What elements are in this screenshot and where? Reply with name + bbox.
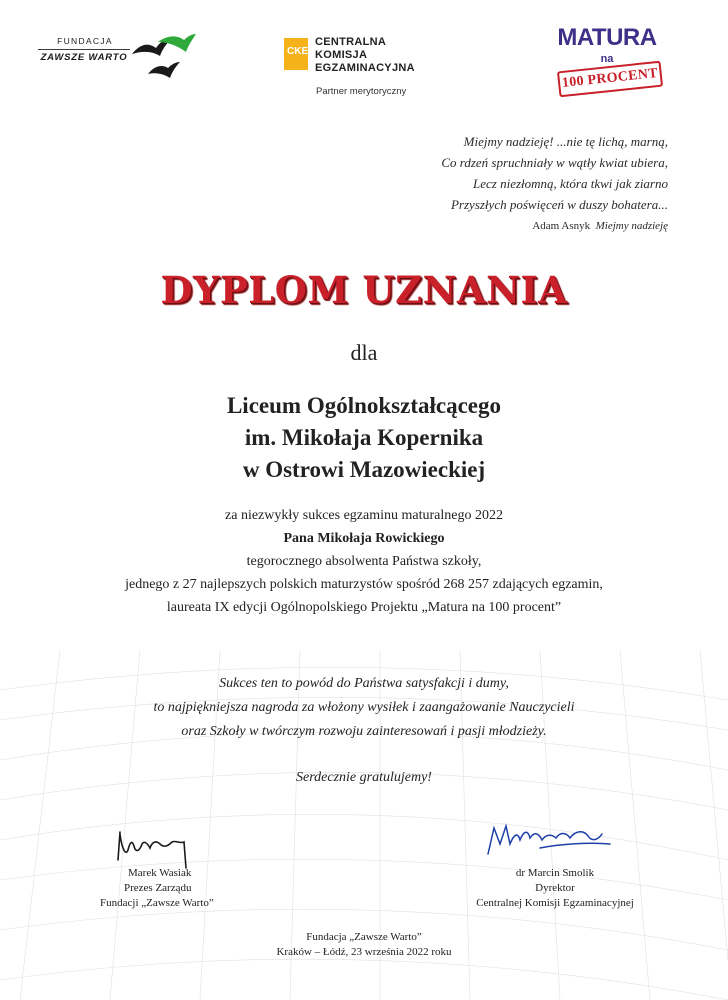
closing-line: to najpiękniejsza nagroda za włożony wysiłek i zaangażowanie Nauczycieli [153,700,575,715]
logo-matura-na-100-procent [548,24,678,104]
signature-left-text: Marek Wasiak Prezes Zarządu Fundacji „Zawsze Warto” [100,867,214,909]
closing-line: Sukces ten to powód do Państwa satysfakcji i dumy, [219,676,509,691]
diploma-title: DYPLOM UZNANIA [160,268,568,312]
signature-right-text: dr Marcin Smolik Dyrektor Centralnej Komisji Egzaminacyjnej [476,867,634,909]
student-name: Pana Mikołaja Rowickiego [283,531,445,546]
poem-author: Adam Asnyk [532,220,591,232]
signature-left [72,820,252,910]
poem-line: Przyszłych poświęceń w duszy bohatera... [450,197,668,212]
poem-line: Miejmy nadzieję! ...nie tę lichą, marną, [463,134,668,149]
poem-quote [348,131,668,235]
footer-organization: Fundacja „Zawsze Warto” [306,931,422,943]
poem-line: Co rdzeń spruchniały w wątły kwiat ubiera, [441,155,668,170]
footer [0,930,728,960]
school-name-line: im. Mikołaja Kopernika [244,425,484,450]
matura-na: na [600,53,614,65]
school-name [0,390,728,486]
poem-work: Miejmy nadzieję [595,220,668,232]
matura-title: MATURA [557,24,657,51]
stamp-100-procent: 100 PROCENT [557,61,663,98]
closing-text [0,672,728,744]
congratulations: Serdecznie gratulujemy! [296,770,432,785]
logo-divider [38,49,130,50]
handwritten-signature-right [480,814,630,864]
poem-line: Lecz niezłomną, która tkwi jak ziarno [473,176,668,191]
cke-mark-icon: CKE [284,38,308,70]
cke-name: CENTRALNA KOMISJA EGZAMINACYJNA [315,36,415,74]
logo-cke [284,34,444,98]
details-line: za niezwykły sukces egzaminu maturalnego 2022 [225,508,503,523]
details-line: tegorocznego absolwenta Państwa szkoły, [246,554,482,569]
school-name-line: Liceum Ogólnokształcącego [226,393,502,418]
details-line: laureata IX edycji Ogólnopolskiego Projektu „Matura na 100 procent” [166,600,562,615]
zawsze-warto-label: ZAWSZE WARTO [40,52,128,63]
details-line: jednego z 27 najlepszych polskich maturzystów spośród 268 257 zdających egzamin, [125,577,603,592]
closing-line: oraz Szkoły w twórczym rozwoju zainteresowań i pasji młodzieży. [181,724,547,739]
partner-label: Partner merytoryczny [316,86,407,97]
school-name-line: w Ostrowi Mazowieckiej [242,457,486,482]
logo-fundacja-zawsze-warto [38,32,198,82]
dla-label: dla [350,340,378,365]
poem-attribution [348,217,668,235]
fundacja-label: FUNDACJA [57,36,113,46]
signature-right [440,814,670,910]
award-details [0,504,728,619]
footer-place-date: Kraków – Łódź, 23 września 2022 roku [276,946,452,958]
swallows-icon [130,32,198,82]
